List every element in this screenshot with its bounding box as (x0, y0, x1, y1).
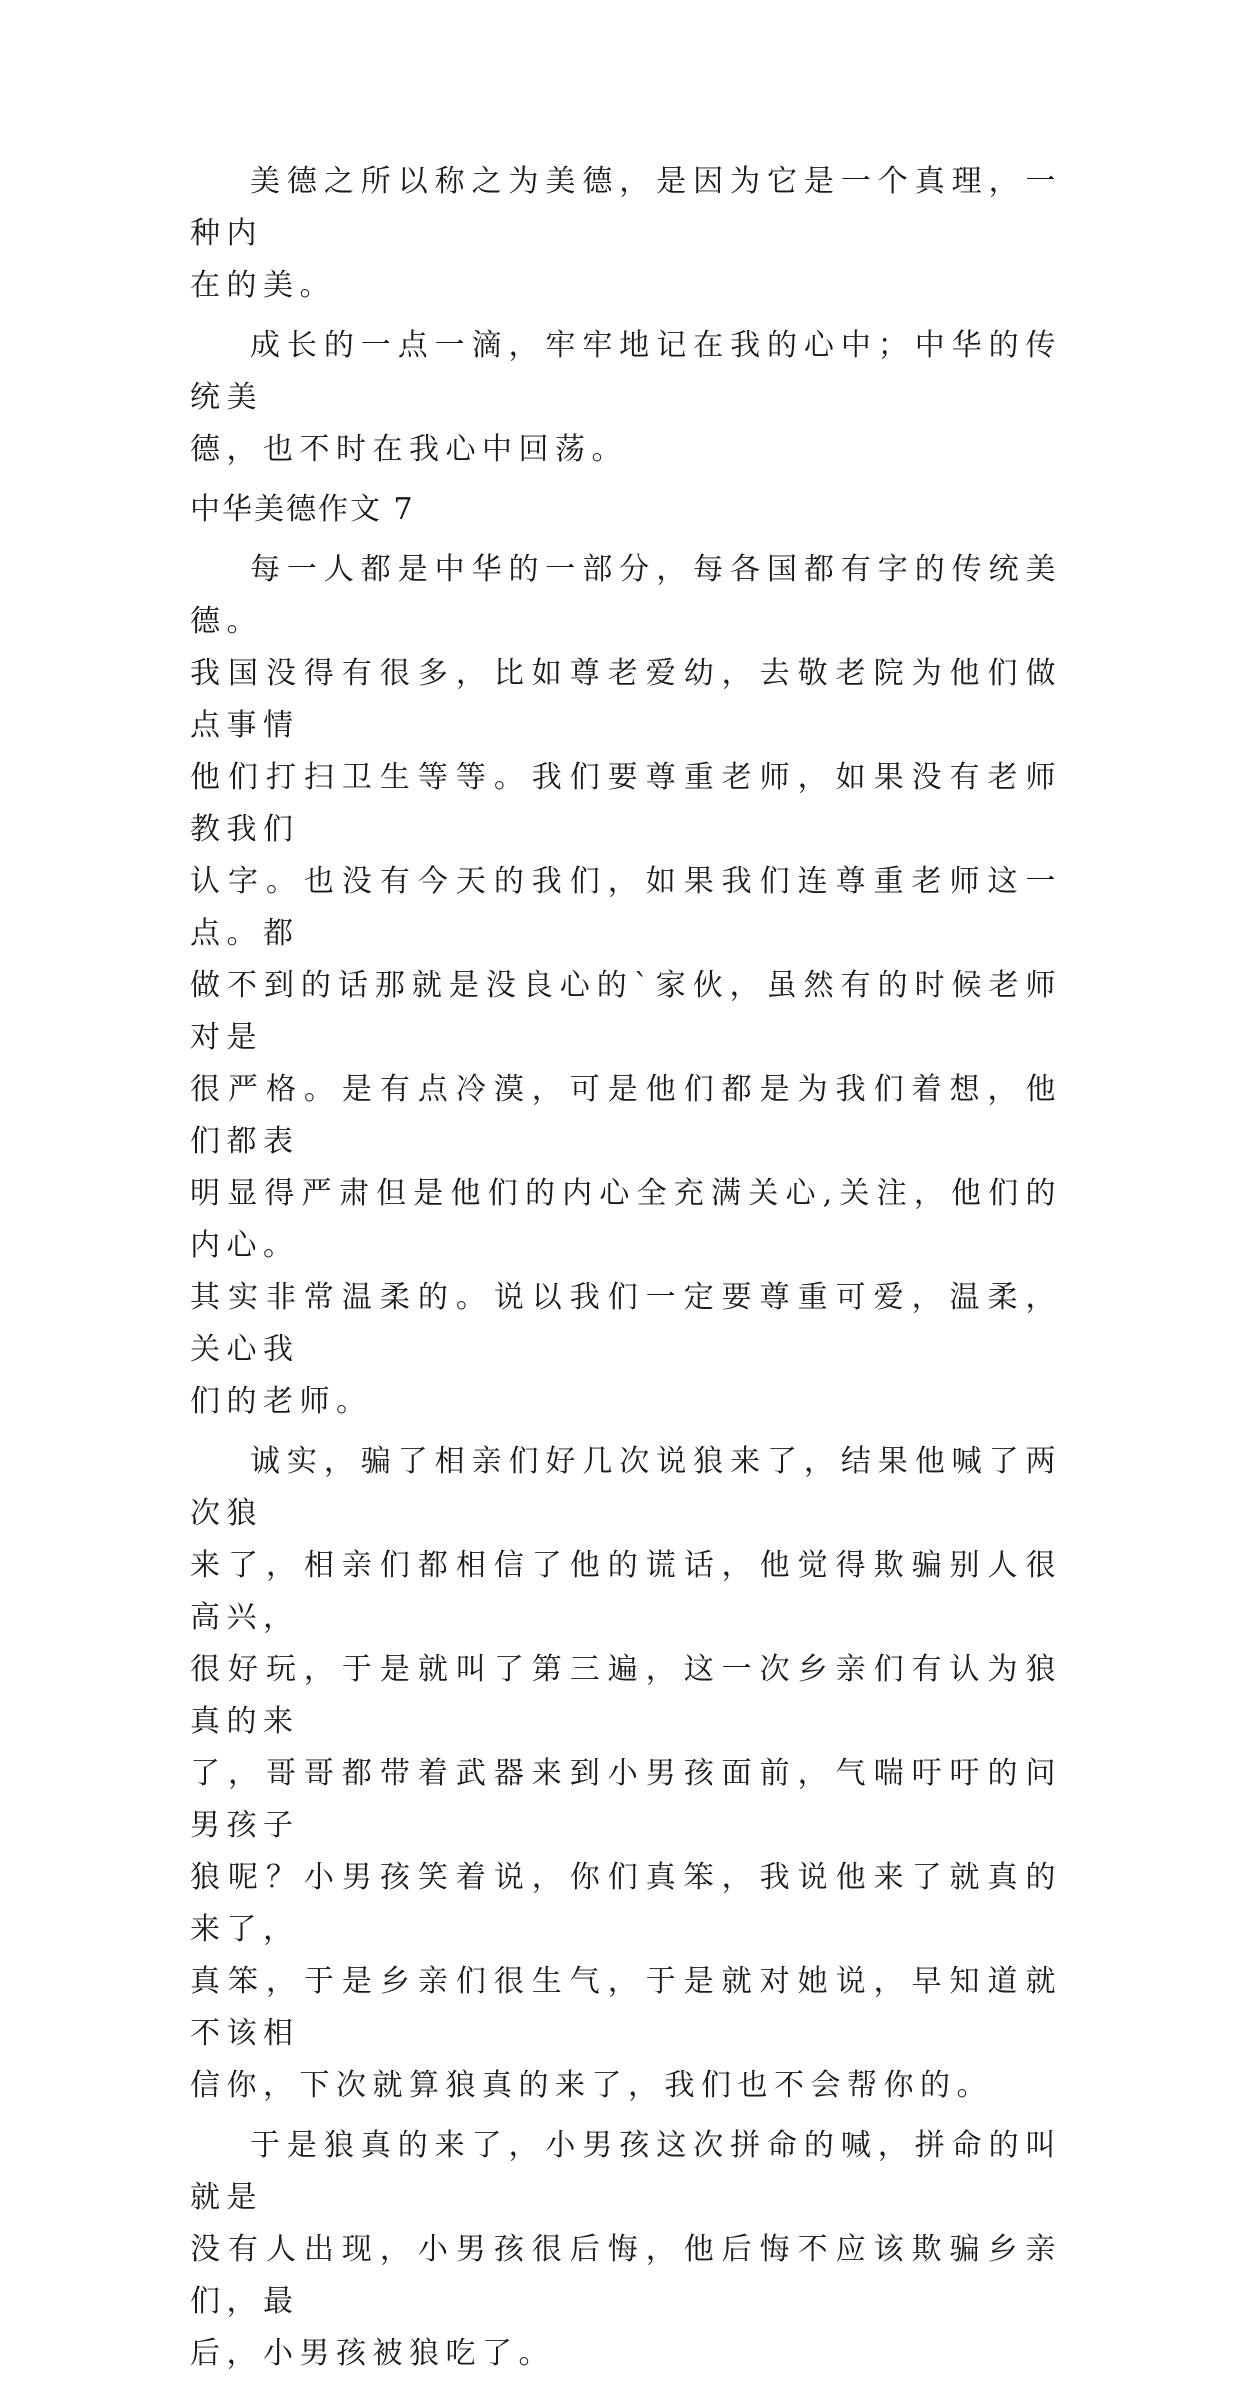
paragraph-honesty-story (190, 1436, 1062, 2112)
text-line: 德，也不时在我心中回荡。 (190, 432, 628, 467)
document-body (190, 156, 1062, 2388)
text-line: 在的美。 (190, 268, 336, 303)
text-line: 真笨，于是乡亲们很生气，于是就对她说，早知道就不该相 (190, 1964, 1062, 2051)
text-line: 美德之所以称之为美德，是因为它是一个真理，一种内 (190, 164, 1062, 251)
text-line: 了，哥哥都带着武器来到小男孩面前，气喘吁吁的问男孩子 (190, 1756, 1062, 1843)
text-line: 们的老师。 (190, 1384, 373, 1419)
paragraph-respect-teachers (190, 544, 1062, 1428)
text-line: 做不到的话那就是没良心的`家伙，虽然有的时候老师对是 (190, 968, 1062, 1055)
text-line: 于是狼真的来了，小男孩这次拼命的喊，拼命的叫就是 (190, 2128, 1062, 2215)
text-line: 来了，相亲们都相信了他的谎话，他觉得欺骗别人很高兴， (190, 1548, 1062, 1635)
text-line: 很好玩，于是就叫了第三遍，这一次乡亲们有认为狼真的来 (190, 1652, 1062, 1739)
text-line: 明显得严肃但是他们的内心全充满关心,关注，他们的内心。 (190, 1176, 1062, 1263)
text-line: 很严格。是有点冷漠，可是他们都是为我们着想，他们都表 (190, 1072, 1062, 1159)
text-line: 认字。也没有今天的我们，如果我们连尊重老师这一点。都 (190, 864, 1062, 951)
text-line: 成长的一点一滴，牢牢地记在我的心中；中华的传统美 (190, 328, 1062, 415)
text-line: 后，小男孩被狼吃了。 (190, 2336, 555, 2371)
paragraph-growth (190, 320, 1062, 476)
text-line: 信你，下次就算狼真的来了，我们也不会帮你的。 (190, 2068, 993, 2103)
text-line: 诚实，骗了相亲们好几次说狼来了，结果他喊了两次狼 (190, 1444, 1062, 1531)
text-line: 每一人都是中华的一部分，每各国都有字的传统美德。 (190, 552, 1062, 639)
text-line: 其实非常温柔的。说以我们一定要尊重可爱，温柔，关心我 (190, 1280, 1062, 1367)
text-line: 他们打扫卫生等等。我们要尊重老师，如果没有老师教我们 (190, 760, 1062, 847)
essay-title: 中华美德作文 7 (190, 492, 415, 527)
text-line: 我国没得有很多，比如尊老爱幼，去敬老院为他们做点事情 (190, 656, 1062, 743)
text-line: 狼呢？小男孩笑着说，你们真笨，我说他来了就真的来了， (190, 1860, 1062, 1947)
text-line: 没有人出现，小男孩很后悔，他后悔不应该欺骗乡亲们，最 (190, 2232, 1062, 2319)
paragraph-story-ending (190, 2120, 1062, 2380)
paragraph-virtue-definition (190, 156, 1062, 312)
